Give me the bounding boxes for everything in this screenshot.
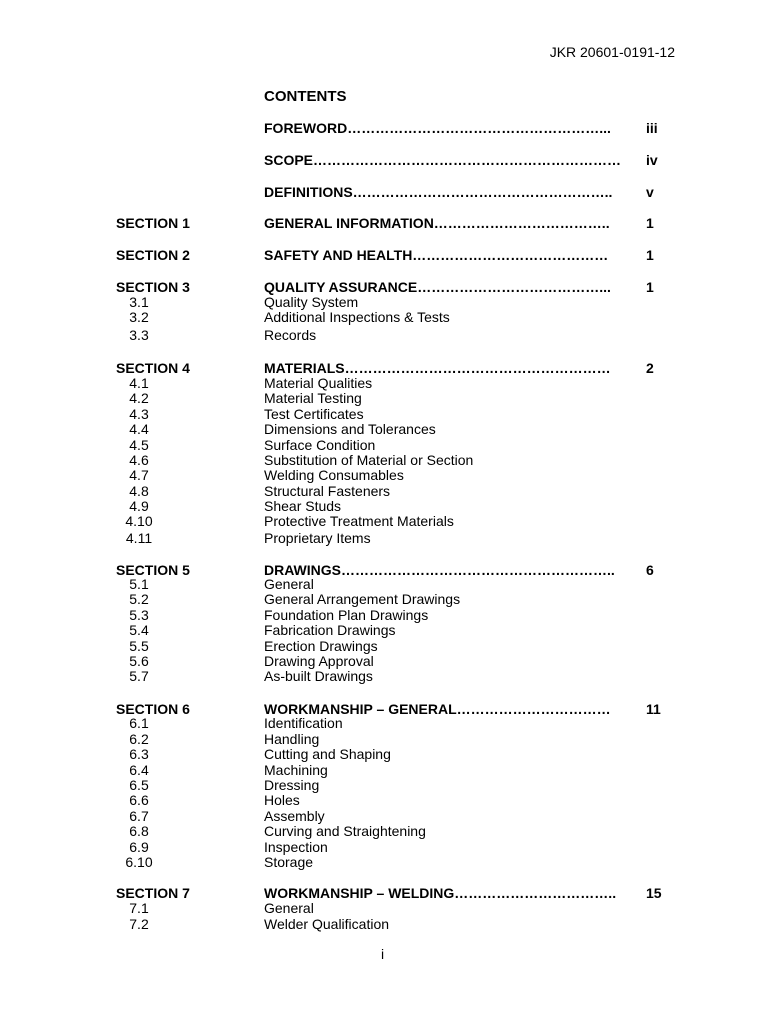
toc-subsection-number: 7.1	[129, 900, 149, 916]
toc-subsection-item	[0, 715, 768, 731]
toc-subsection-label: Assembly	[264, 808, 325, 824]
toc-section-label: SECTION 3	[116, 279, 190, 295]
toc-subsection-item	[0, 498, 768, 514]
toc-section-entry	[0, 214, 768, 232]
toc-section-title: MATERIALS…………………………………………………	[264, 360, 611, 376]
toc-subsection-item	[0, 406, 768, 422]
toc-section-label: SECTION 4	[116, 360, 190, 376]
toc-subsection-number: 3.1	[129, 294, 149, 310]
toc-subsection-item	[0, 762, 768, 778]
toc-entry-title: DEFINITIONS………………………………………………..	[264, 184, 613, 200]
toc-subsection-number: 4.1	[129, 375, 149, 391]
toc-subsection-number: 4.6	[129, 452, 149, 468]
toc-subsection-number: 5.7	[129, 668, 149, 684]
toc-subsection-item	[0, 294, 768, 310]
toc-subsection-label: Protective Treatment Materials	[264, 513, 454, 529]
toc-section-label: SECTION 5	[116, 562, 190, 578]
toc-subsection-label: Quality System	[264, 294, 359, 310]
toc-subsection-number: 6.10	[125, 854, 153, 870]
toc-subsection-item	[0, 900, 768, 916]
toc-subsection-item	[0, 916, 768, 932]
toc-subsection-number: 4.7	[129, 467, 149, 483]
toc-front-entry	[0, 119, 768, 137]
toc-subsection-item	[0, 591, 768, 607]
toc-subsection-item	[0, 746, 768, 762]
toc-section-title: QUALITY ASSURANCE…………………………………...	[264, 279, 611, 295]
toc-subsection-number: 4.8	[129, 483, 149, 499]
toc-front-entry	[0, 151, 768, 169]
toc-subsection-item	[0, 437, 768, 453]
toc-subsection-item	[0, 808, 768, 824]
toc-subsection-item	[0, 421, 768, 437]
toc-subsection-label: Additional Inspections & Tests	[264, 309, 450, 325]
toc-section-page: 1	[646, 247, 654, 263]
toc-subsection-item	[0, 839, 768, 855]
toc-subsection-label: Substitution of Material or Section	[264, 452, 474, 468]
toc-section-page: 11	[646, 701, 661, 717]
toc-subsection-label: Drawing Approval	[264, 653, 374, 669]
toc-subsection-item	[0, 653, 768, 669]
toc-subsection-label: General	[264, 576, 314, 592]
toc-subsection-label: Material Testing	[264, 390, 362, 406]
toc-subsection-number: 5.2	[129, 591, 149, 607]
toc-section-page: 6	[646, 562, 654, 578]
toc-section-label: SECTION 7	[116, 885, 190, 901]
toc-subsection-label: As-built Drawings	[264, 668, 373, 684]
toc-subsection-number: 5.3	[129, 607, 149, 623]
toc-subsection-number: 6.2	[129, 731, 149, 747]
toc-subsection-number: 6.8	[129, 823, 149, 839]
toc-section-label: SECTION 2	[116, 247, 190, 263]
toc-subsection-label: Records	[264, 327, 317, 343]
toc-subsection-label: Material Qualities	[264, 375, 373, 391]
toc-subsection-number: 4.3	[129, 406, 149, 422]
toc-subsection-number: 5.5	[129, 638, 149, 654]
toc-section-label: SECTION 6	[116, 701, 190, 717]
toc-section-title: SAFETY AND HEALTH……………………………………	[264, 247, 609, 263]
toc-subsection-label: Holes	[264, 792, 300, 808]
toc-subsection-number: 4.4	[129, 421, 149, 437]
toc-section-title: WORKMANSHIP – WELDING……………………………..	[264, 885, 617, 901]
toc-subsection-item	[0, 854, 768, 870]
toc-subsection-number: 6.7	[129, 808, 149, 824]
toc-subsection-number: 3.3	[129, 327, 149, 343]
toc-subsection-item	[0, 309, 768, 325]
toc-subsection-number: 5.1	[129, 576, 149, 592]
toc-subsection-label: Cutting and Shaping	[264, 746, 391, 762]
toc-subsection-label: Storage	[264, 854, 314, 870]
toc-subsection-item	[0, 777, 768, 793]
toc-subsection-number: 4.5	[129, 437, 149, 453]
contents-heading: CONTENTS	[264, 88, 347, 105]
toc-subsection-label: Proprietary Items	[264, 530, 371, 546]
toc-section-page: 2	[646, 360, 654, 376]
toc-subsection-label: Dressing	[264, 777, 320, 793]
toc-section-label: SECTION 1	[116, 215, 190, 231]
toc-subsection-label: Handling	[264, 731, 320, 747]
toc-section-page: 1	[646, 279, 654, 295]
toc-subsection-label: Welding Consumables	[264, 467, 404, 483]
toc-subsection-label: General	[264, 900, 314, 916]
toc-subsection-number: 4.2	[129, 390, 149, 406]
toc-subsection-item	[0, 792, 768, 808]
toc-subsection-item	[0, 607, 768, 623]
toc-subsection-label: Fabrication Drawings	[264, 622, 396, 638]
toc-subsection-label: Test Certificates	[264, 406, 364, 422]
toc-subsection-label: Identification	[264, 715, 343, 731]
toc-subsection-label: Curving and Straightening	[264, 823, 426, 839]
toc-entry-page: v	[646, 184, 654, 200]
toc-section-page: 15	[646, 885, 662, 901]
toc-subsection-item	[0, 467, 768, 483]
toc-subsection-label: Structural Fasteners	[264, 483, 391, 499]
toc-section-page: 1	[646, 215, 654, 231]
toc-subsection-item	[0, 375, 768, 391]
toc-subsection-label: Dimensions and Tolerances	[264, 421, 436, 437]
toc-subsection-label: General Arrangement Drawings	[264, 591, 461, 607]
toc-subsection-label: Foundation Plan Drawings	[264, 607, 429, 623]
toc-subsection-label: Machining	[264, 762, 328, 778]
toc-subsection-number: 7.2	[129, 916, 149, 932]
toc-subsection-label: Welder Qualification	[264, 916, 390, 932]
toc-subsection-number: 6.3	[129, 746, 149, 762]
toc-subsection-number: 4.10	[125, 513, 153, 529]
toc-subsection-item	[0, 530, 768, 546]
toc-subsection-number: 3.2	[129, 309, 149, 325]
toc-section-title: DRAWINGS…………………………………………………..	[264, 562, 615, 578]
toc-subsection-number: 4.11	[125, 530, 153, 546]
toc-entry-title: SCOPE…………………………………………………………	[264, 152, 622, 168]
toc-subsection-item	[0, 622, 768, 638]
toc-subsection-number: 4.9	[129, 498, 149, 514]
toc-subsection-number: 6.6	[129, 792, 149, 808]
toc-subsection-item	[0, 731, 768, 747]
toc-subsection-item	[0, 390, 768, 406]
toc-subsection-number: 6.4	[129, 762, 149, 778]
toc-subsection-item	[0, 668, 768, 684]
toc-subsection-label: Shear Studs	[264, 498, 342, 514]
toc-subsection-item	[0, 576, 768, 592]
toc-front-entry	[0, 183, 768, 201]
toc-subsection-number: 5.6	[129, 653, 149, 669]
toc-subsection-number: 6.1	[129, 715, 149, 731]
toc-entry-page: iv	[646, 152, 658, 168]
toc-entry-page: iii	[646, 120, 658, 136]
toc-subsection-number: 6.9	[129, 839, 149, 855]
toc-subsection-label: Erection Drawings	[264, 638, 378, 654]
toc-subsection-item	[0, 513, 768, 529]
toc-subsection-item	[0, 638, 768, 654]
toc-subsection-number: 6.5	[129, 777, 149, 793]
toc-subsection-label: Inspection	[264, 839, 328, 855]
toc-subsection-item	[0, 823, 768, 839]
document-reference: JKR 20601-0191-12	[549, 44, 675, 60]
toc-section-title: GENERAL INFORMATION………………………………..	[264, 215, 610, 231]
toc-subsection-item	[0, 452, 768, 468]
toc-section-title: WORKMANSHIP – GENERAL……………………………	[264, 701, 611, 717]
page-number: i	[381, 946, 385, 962]
toc-subsection-number: 5.4	[129, 622, 149, 638]
toc-subsection-item	[0, 327, 768, 343]
toc-entry-title: FOREWORD………………………………………………...	[264, 120, 611, 136]
toc-subsection-label: Surface Condition	[264, 437, 376, 453]
toc-subsection-item	[0, 483, 768, 499]
toc-section-entry	[0, 246, 768, 264]
